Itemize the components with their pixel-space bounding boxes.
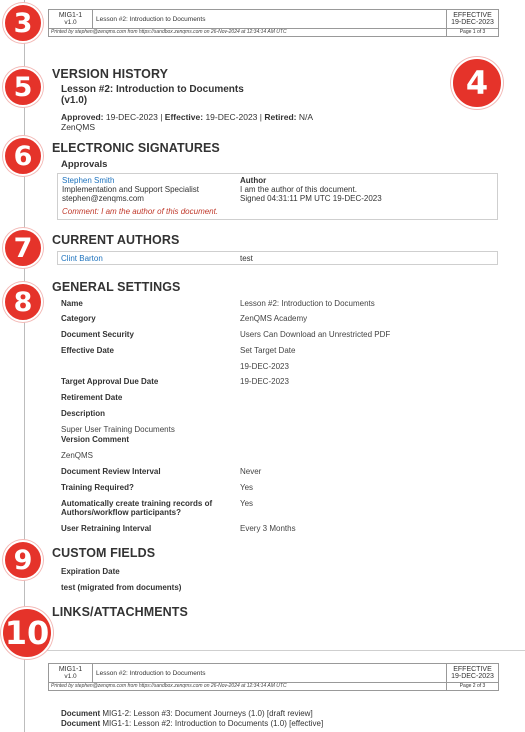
setting-value: 19-DEC-2023 xyxy=(240,377,289,386)
doc-status: EFFECTIVE xyxy=(453,665,492,673)
setting-label-cont: Authors/workflow participants? xyxy=(61,508,182,517)
setting-label: Description xyxy=(61,409,106,418)
link-item-text: MIG1-2: Lesson #3: Document Journeys (1.0) [draft review] xyxy=(102,709,313,718)
setting-value: Users Can Download an Unrestricted PDF xyxy=(240,330,391,339)
page-number: Page 2 of 3 xyxy=(446,683,498,690)
doc-version: v1.0 xyxy=(64,673,77,680)
setting-label: Name xyxy=(61,299,83,308)
link-item-prefix: Document xyxy=(61,719,101,728)
step-badge-6: 6 xyxy=(3,136,43,176)
signer-name-link[interactable]: Stephen Smith xyxy=(62,176,115,185)
setting-label: Document Review Interval xyxy=(61,467,161,476)
links-heading: LINKS/ATTACHMENTS xyxy=(52,605,188,619)
doc-code-cell xyxy=(49,10,93,28)
setting-value: Never xyxy=(240,467,262,476)
setting-label: Effective Date xyxy=(61,346,114,355)
approvals-heading: Approvals xyxy=(61,159,108,170)
link-item-text: MIG1-1: Lesson #2: Introduction to Documents (1.0) [effective] xyxy=(102,719,324,728)
doc-code: MIG1-1 xyxy=(58,666,83,673)
version-comment-label: Version Comment xyxy=(61,435,130,444)
signature-type: Author xyxy=(240,176,267,185)
printed-by: Printed by stephen@zenqms.com from https://sandbox.zenqms.com on 26-Nov-2024 at 12:34:14 AM UTC xyxy=(51,29,287,35)
setting-label: Document Security xyxy=(61,330,134,339)
page-footer-line xyxy=(48,29,499,37)
signer-role: Implementation and Support Specialist xyxy=(62,185,199,194)
doc-status-date: 19-DEC-2023 xyxy=(451,673,494,680)
setting-label: Retirement Date xyxy=(61,393,123,402)
page-header-2 xyxy=(48,663,499,683)
signature-time: Signed 04:31:11 PM UTC 19-DEC-2023 xyxy=(240,194,382,203)
step-badge-7: 7 xyxy=(3,228,43,268)
approved-label: Approved: xyxy=(61,112,104,122)
doc-status: EFFECTIVE xyxy=(453,11,492,19)
setting-value: Set Target Date xyxy=(240,346,296,355)
setting-label: Automatically create training records of xyxy=(61,499,213,508)
description-text: Super User Training Documents xyxy=(61,425,175,434)
doc-code: MIG1-1 xyxy=(58,12,83,19)
effective-label: Effective: xyxy=(164,112,204,122)
setting-label: Training Required? xyxy=(61,483,134,492)
link-item[interactable] xyxy=(61,719,323,728)
setting-value: Every 3 Months xyxy=(240,524,296,533)
step-badge-10: 10 xyxy=(1,607,53,659)
page-footer-line-2 xyxy=(48,683,499,691)
signatures-heading: ELECTRONIC SIGNATURES xyxy=(52,141,220,155)
step-badge-9: 9 xyxy=(3,540,43,580)
version-doc-title: Lesson #2: Introduction to Documents xyxy=(61,84,244,95)
setting-value: Yes xyxy=(240,483,254,492)
doc-title: Lesson #2: Introduction to Documents xyxy=(96,669,206,677)
setting-label: Target Approval Due Date xyxy=(61,377,159,386)
setting-value: Yes xyxy=(240,499,254,508)
printed-by: Printed by stephen@zenqms.com from https://sandbox.zenqms.com on 26-Nov-2024 at 12:34:14 AM UTC xyxy=(51,683,287,689)
doc-status-cell xyxy=(446,10,498,28)
setting-value: 19-DEC-2023 xyxy=(240,362,289,371)
link-item-prefix: Document xyxy=(61,709,101,718)
doc-status-cell xyxy=(446,664,498,682)
custom-field-label: Expiration Date xyxy=(61,567,120,576)
step-badge-5: 5 xyxy=(3,67,43,107)
version-doc-version: (v1.0) xyxy=(61,95,88,106)
version-comment-text: ZenQMS xyxy=(61,451,94,460)
setting-value: Lesson #2: Introduction to Documents xyxy=(240,299,375,308)
author-name-link[interactable]: Clint Barton xyxy=(61,254,103,263)
page-number: Page 1 of 3 xyxy=(446,29,498,36)
custom-field-value: test (migrated from documents) xyxy=(61,583,182,592)
doc-code-cell xyxy=(49,664,93,682)
signature-meaning: I am the author of this document. xyxy=(240,185,357,194)
authors-box xyxy=(57,251,498,265)
link-item[interactable] xyxy=(61,709,313,718)
signature-comment: Comment: I am the author of this document. xyxy=(62,207,219,216)
doc-version: v1.0 xyxy=(64,19,77,26)
approved-value: 19-DEC-2023 | xyxy=(105,112,163,122)
signer-email: stephen@zenqms.com xyxy=(62,194,144,203)
retired-value: N/A xyxy=(298,112,314,122)
step-badge-4: 4 xyxy=(451,57,503,109)
effective-value: 19-DEC-2023 | xyxy=(205,112,262,122)
retired-label: Retired: xyxy=(264,112,297,122)
custom-fields-heading: CUSTOM FIELDS xyxy=(52,546,156,560)
version-dates xyxy=(61,112,313,122)
doc-title: Lesson #2: Introduction to Documents xyxy=(96,15,206,23)
version-org: ZenQMS xyxy=(61,122,96,132)
page-header xyxy=(48,9,499,29)
setting-label: User Retraining Interval xyxy=(61,524,152,533)
step-badge-3: 3 xyxy=(3,3,43,43)
authors-heading: CURRENT AUTHORS xyxy=(52,233,180,247)
setting-label: Category xyxy=(61,314,96,323)
settings-heading: GENERAL SETTINGS xyxy=(52,280,181,294)
author-note: test xyxy=(240,254,253,263)
version-history-heading: VERSION HISTORY xyxy=(52,67,169,81)
doc-status-date: 19-DEC-2023 xyxy=(451,19,494,26)
setting-value: ZenQMS Academy xyxy=(240,314,308,323)
page-break-line xyxy=(36,650,525,651)
step-badge-8: 8 xyxy=(3,282,43,322)
